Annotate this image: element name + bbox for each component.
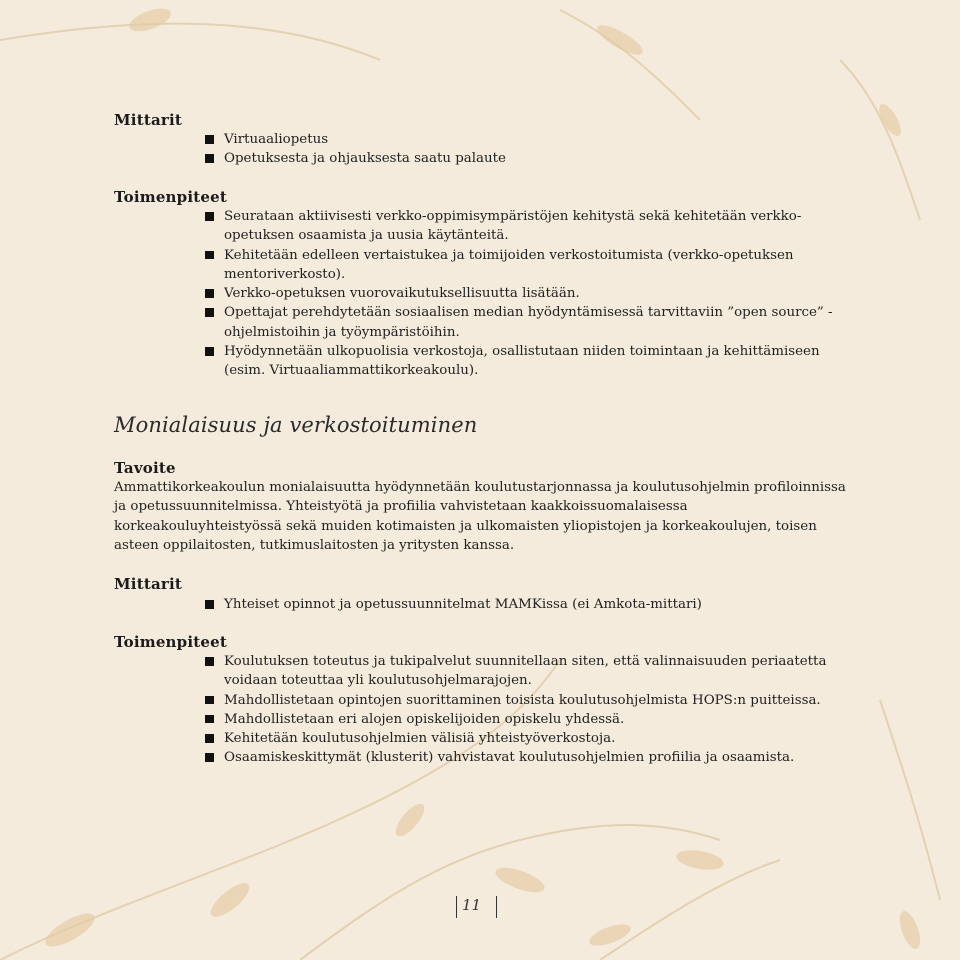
toimenpiteet-label: Toimenpiteet — [114, 633, 227, 651]
list-item: Kehitetään edelleen vertaistukea ja toimijoiden verkostoitumista (verkko-opetuksen mentoriverkosto). — [205, 246, 845, 285]
mittarit-list — [205, 130, 845, 169]
mittarit-label: Mittarit — [114, 575, 183, 593]
page-number-divider-right — [496, 896, 497, 918]
list-item: Kehitetään koulutusohjelmien välisiä yhteistyöverkostoja. — [205, 729, 845, 748]
toimenpiteet-list — [205, 652, 845, 768]
list-item: Yhteiset opinnot ja opetussuunnitelmat MAMKissa (ei Amkota-mittari) — [205, 595, 845, 614]
page-number: 11 — [462, 896, 482, 914]
list-item: Verkko-opetuksen vuorovaikutuksellisuutta lisätään. — [205, 284, 845, 303]
list-item: Mahdollistetaan eri alojen opiskelijoiden opiskelu yhdessä. — [205, 710, 845, 729]
page-number-divider-left — [456, 896, 457, 918]
list-item: Virtuaaliopetus — [205, 130, 845, 149]
list-item: Opettajat perehdytetään sosiaalisen median hyödyntämisessä tarvittaviin ”open source” -ohjelmistoihin ja työympäristöihin. — [205, 303, 845, 342]
list-item: Osaamiskeskittymät (klusterit) vahvistavat koulutusohjelmien profiilia ja osaamista. — [205, 748, 845, 767]
mittarit-label: Mittarit — [114, 111, 183, 129]
list-item: Koulutuksen toteutus ja tukipalvelut suunnitellaan siten, että valinnaisuuden periaatetta voidaan toteuttaa yli koulutusohjelmarajojen. — [205, 652, 845, 691]
list-item: Mahdollistetaan opintojen suorittaminen toisista koulutusohjelmista HOPS:n puitteissa. — [205, 691, 845, 710]
tavoite-paragraph: Ammattikorkeakoulun monialaisuutta hyödynnetään koulutustarjonnassa ja koulutusohjelmin profiloinnissa ja opetussuunnitelmissa. Yhteistyötä ja profiilia vahvistetaan kaakkoissuomalaisessa korkeakouluyhteistyössä sekä muiden kotimaisten ja ulkomaisten yliopistojen ja korkeakoulujen, toisen asteen oppilaitosten, tutkimuslaitosten ja yritysten kanssa. — [114, 480, 846, 553]
tavoite-label: Tavoite — [114, 459, 176, 477]
toimenpiteet-label: Toimenpiteet — [114, 188, 227, 206]
toimenpiteet-list — [205, 207, 845, 381]
mittarit-list — [205, 595, 845, 614]
list-item: Seurataan aktiivisesti verkko-oppimisympäristöjen kehitystä sekä kehitetään verkko-opetuksen osaamista ja uusia käytänteitä. — [205, 207, 845, 246]
section-heading: Monialaisuus ja verkostoituminen — [114, 413, 478, 437]
list-item: Hyödynnetään ulkopuolisia verkostoja, osallistutaan niiden toimintaan ja kehittämiseen (esim. Virtuaaliammattikorkeakoulu). — [205, 342, 845, 381]
list-item: Opetuksesta ja ohjauksesta saatu palaute — [205, 149, 845, 168]
